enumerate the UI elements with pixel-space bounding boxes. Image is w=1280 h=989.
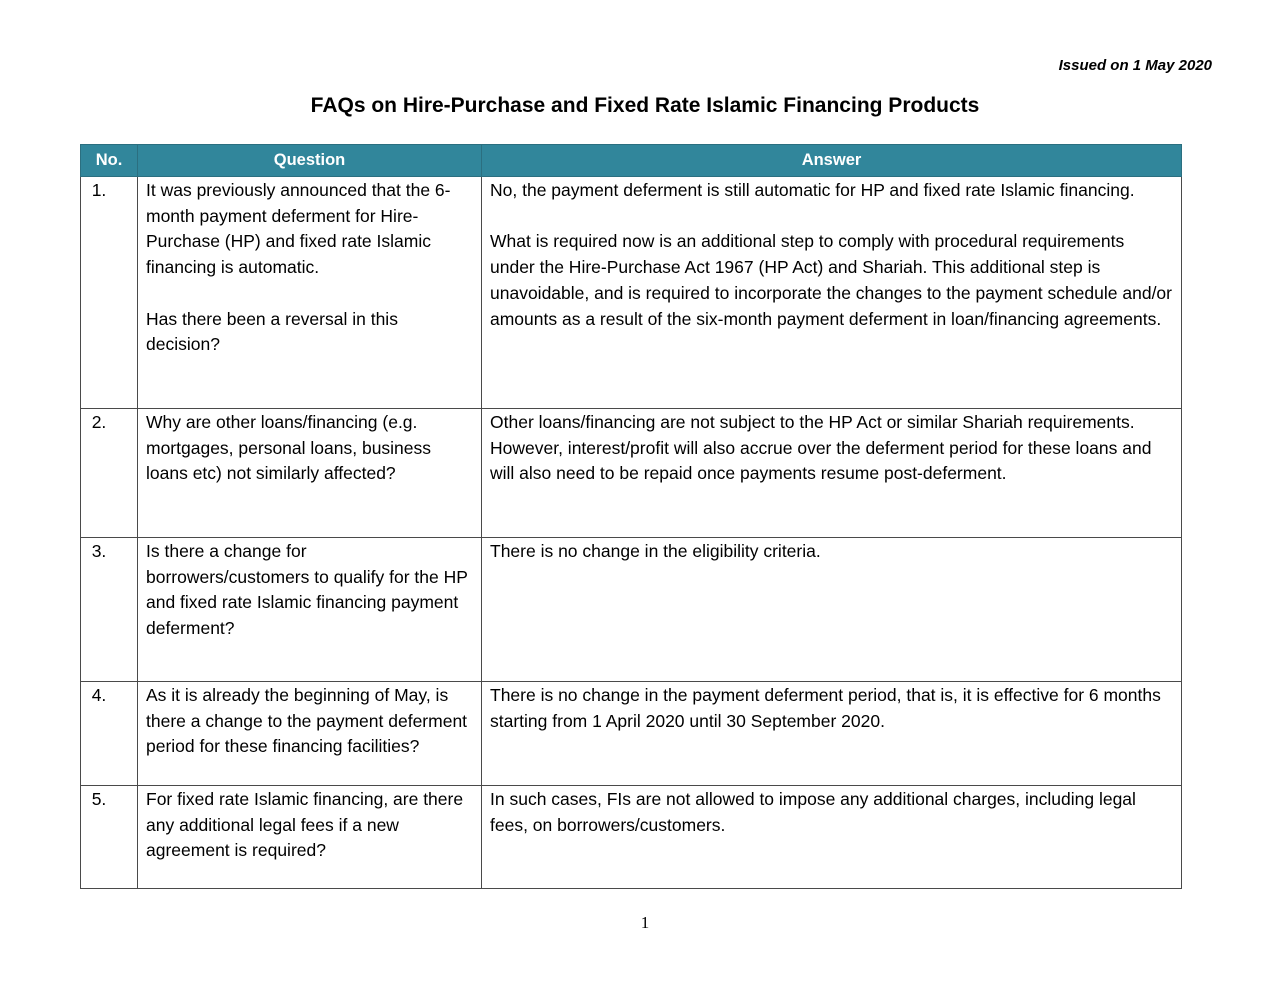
- answer-text: In such cases, FIs are not allowed to impose any additional charges, including legal fees, on borrowers/customers.: [482, 786, 1182, 889]
- question-text: Is there a change for borrowers/customers to qualify for the HP and fixed rate Islamic financing payment deferment?: [138, 538, 482, 682]
- column-header-answer: Answer: [482, 145, 1182, 177]
- table-row: [81, 538, 1182, 682]
- question-text: It was previously announced that the 6-month payment deferment for Hire-Purchase (HP) and fixed rate Islamic financing is automatic.: [146, 180, 451, 278]
- table-row: [81, 682, 1182, 786]
- row-number: 5.: [81, 786, 138, 889]
- faq-table: [80, 144, 1182, 889]
- column-header-question: Question: [138, 145, 482, 177]
- row-number: 1.: [81, 177, 138, 409]
- answer-text: There is no change in the payment deferment period, that is, it is effective for 6 months starting from 1 April 2020 until 30 September 2020.: [482, 682, 1182, 786]
- question-cell: [138, 177, 482, 409]
- answer-cell: [482, 177, 1182, 409]
- table-header-row: [81, 145, 1182, 177]
- page-number: 1: [640, 913, 650, 932]
- question-text: As it is already the beginning of May, is there a change to the payment deferment period for these financing facilities?: [138, 682, 482, 786]
- row-number: 2.: [81, 409, 138, 538]
- issued-date: Issued on 1 May 2020: [1058, 57, 1212, 74]
- row-number: 4.: [81, 682, 138, 786]
- table-row: [81, 409, 1182, 538]
- answer-text: No, the payment deferment is still automatic for HP and fixed rate Islamic financing.: [490, 180, 1135, 200]
- answer-text: Other loans/financing are not subject to the HP Act or similar Shariah requirements. However, interest/profit will also accrue over the deferment period for these loans and will also need to be repaid once payments resume post-deferment.: [482, 409, 1182, 538]
- question-text: Why are other loans/financing (e.g. mortgages, personal loans, business loans etc) not similarly affected?: [138, 409, 482, 538]
- question-text: Has there been a reversal in this decision?: [146, 308, 398, 355]
- table-row: [81, 786, 1182, 889]
- table-row: [81, 177, 1182, 409]
- answer-text: What is required now is an additional step to comply with procedural requirements under the Hire-Purchase Act 1967 (HP Act) and Shariah. This additional step is unavoidable, and is required to incorporate the changes to the payment schedule and/or amounts as a result of the six-month payment deferment in loan/financing agreements.: [490, 231, 1172, 329]
- question-text: For fixed rate Islamic financing, are there any additional legal fees if a new agreement is required?: [138, 786, 482, 889]
- column-header-no: No.: [81, 145, 138, 177]
- answer-text: There is no change in the eligibility criteria.: [482, 538, 1182, 682]
- page-title: FAQs on Hire-Purchase and Fixed Rate Islamic Financing Products: [310, 94, 980, 117]
- row-number: 3.: [81, 538, 138, 682]
